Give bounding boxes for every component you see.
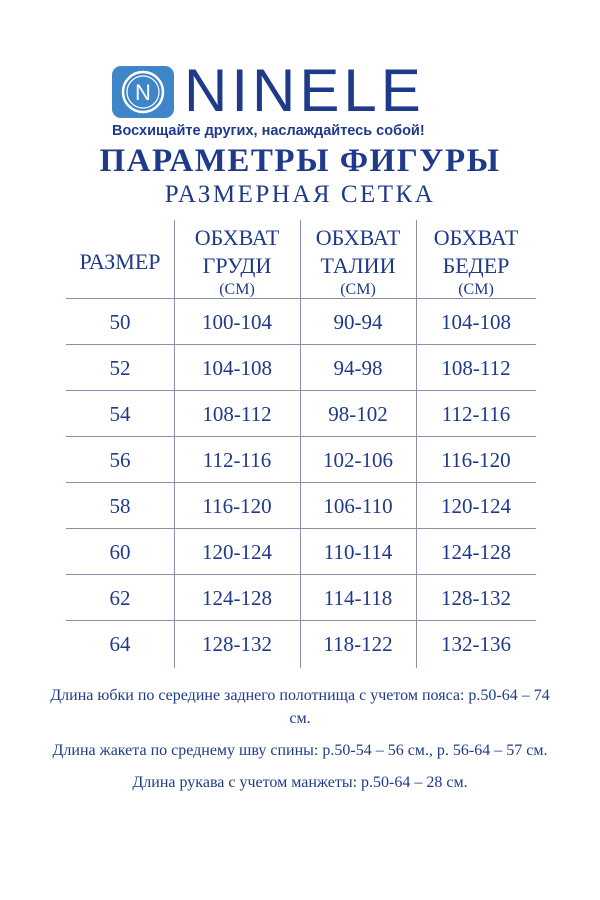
cell-size: 64 — [109, 632, 131, 656]
cell-chest: 128-132 — [202, 632, 272, 656]
cell-hips: 120-124 — [441, 494, 511, 518]
measurement-notes — [50, 684, 550, 803]
cell-hips: 112-116 — [441, 402, 511, 426]
cell-waist: 106-110 — [323, 494, 393, 518]
logo-circle-n-icon — [112, 66, 174, 118]
cell-hips: 128-132 — [441, 586, 511, 610]
cell-size: 58 — [109, 494, 131, 518]
header-chest-line1: ОБХВАТ — [194, 225, 280, 250]
cell-waist: 118-122 — [323, 632, 393, 656]
note-skirt-length: Длина юбки по середине заднего полотнища с учетом пояса: р.50-64 – 74 см. — [50, 687, 550, 727]
page-title: ПАРАМЕТРЫ ФИГУРЫ — [99, 143, 501, 179]
cell-waist: 98-102 — [328, 402, 388, 426]
header-hips-line2: БЕДЕР — [442, 253, 510, 278]
cell-size: 54 — [109, 402, 131, 426]
header-waist — [300, 224, 416, 300]
cell-hips: 104-108 — [441, 310, 511, 334]
cell-size: 62 — [109, 586, 131, 610]
header-waist-line1: ОБХВАТ — [315, 225, 401, 250]
note-jacket-length: Длина жакета по среднему шву спины: р.50-54 – 56 см., р. 56-64 – 57 см. — [52, 742, 548, 759]
cell-chest: 104-108 — [202, 356, 272, 380]
brand-name: NINELE — [184, 57, 425, 124]
cell-chest: 112-116 — [202, 448, 272, 472]
header-waist-line2: ТАЛИИ — [320, 253, 396, 278]
cell-hips: 108-112 — [441, 356, 511, 380]
brand-logo — [112, 57, 497, 154]
header-chest-line2: ГРУДИ — [202, 253, 272, 278]
size-table — [66, 220, 536, 668]
header-waist-unit: (СМ) — [340, 281, 376, 298]
cell-chest: 120-124 — [202, 540, 272, 564]
cell-chest: 108-112 — [202, 402, 272, 426]
cell-waist: 114-118 — [323, 586, 393, 610]
cell-hips: 124-128 — [441, 540, 511, 564]
header-hips — [416, 224, 536, 300]
header-size — [66, 248, 174, 276]
header-hips-unit: (СМ) — [458, 281, 494, 298]
note-sleeve-length: Длина рукава с учетом манжеты: р.50-64 – 28 см. — [132, 774, 468, 791]
header-hips-line1: ОБХВАТ — [433, 225, 519, 250]
page-subtitle: РАЗМЕРНАЯ СЕТКА — [164, 181, 436, 208]
cell-waist: 90-94 — [333, 310, 383, 334]
brand-tagline: Восхищайте других, наслаждайтесь собой! — [112, 123, 425, 139]
logo-badge-icon — [112, 66, 174, 118]
cell-waist: 94-98 — [333, 356, 383, 380]
cell-chest: 116-120 — [202, 494, 272, 518]
cell-chest: 124-128 — [202, 586, 272, 610]
cell-hips: 132-136 — [441, 632, 511, 656]
logo-letter: N — [135, 80, 151, 105]
cell-waist: 102-106 — [323, 448, 393, 472]
header-size-label: РАЗМЕР — [79, 249, 161, 274]
cell-waist: 110-114 — [323, 540, 393, 564]
cell-chest: 100-104 — [202, 310, 272, 334]
cell-size: 50 — [109, 310, 131, 334]
cell-size: 56 — [109, 448, 131, 472]
cell-size: 60 — [109, 540, 131, 564]
cell-size: 52 — [109, 356, 131, 380]
header-chest — [174, 224, 300, 300]
cell-hips: 116-120 — [441, 448, 511, 472]
header-chest-unit: (СМ) — [219, 281, 255, 298]
